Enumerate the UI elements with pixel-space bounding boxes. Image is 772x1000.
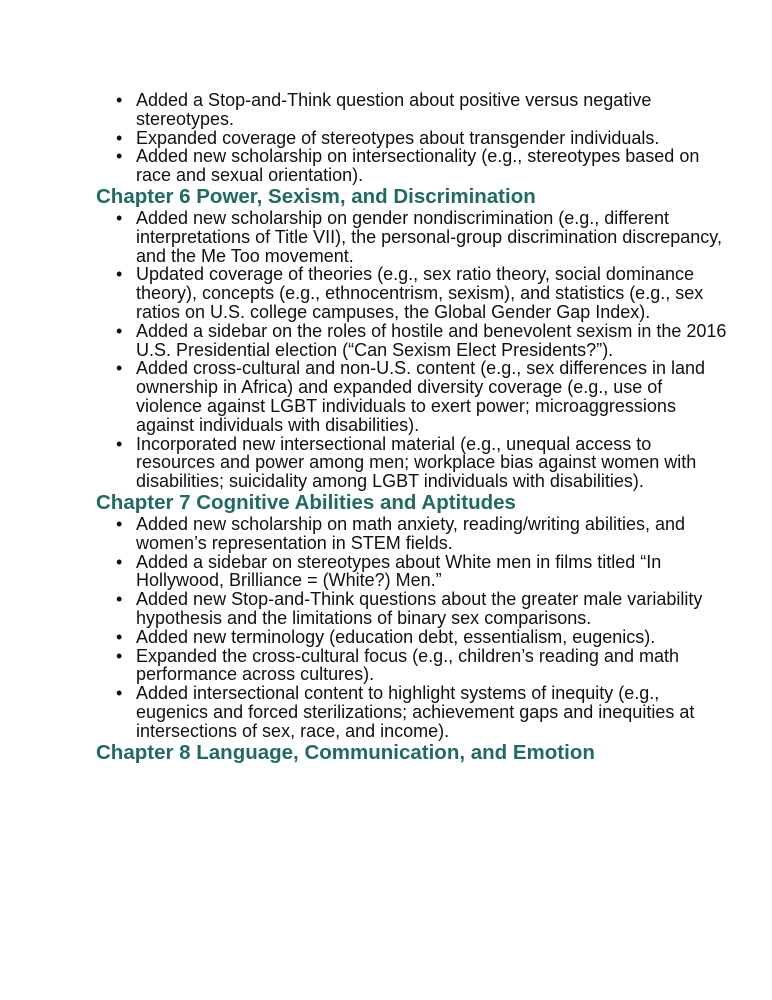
list-item: • Added new scholarship on math anxiety, reading/writing abilities, and women’s representation in STEM fields.: [136, 515, 732, 553]
chapter-heading: Chapter 8 Language, Communication, and Emotion: [96, 740, 595, 764]
list-item: • Incorporated new intersectional material (e.g., unequal access to resources and power among men; workplace bias against women with disabilities; suicidality among LGBT individuals with disabilities).: [136, 435, 732, 491]
chapter-heading: Chapter 6 Power, Sexism, and Discrimination: [96, 184, 536, 208]
chapter-5-continuation: [0, 0, 772, 185]
list-item: • Expanded coverage of stereotypes about transgender individuals.: [136, 129, 732, 148]
list-item: • Added cross-cultural and non-U.S. content (e.g., sex differences in land ownership in Africa) and expanded diversity coverage (e.g., use of violence against LGBT individuals to exert power; microaggressions against individuals with disabilities).: [136, 359, 732, 434]
list-item: • Added new Stop-and-Think questions about the greater male variability hypothesis and the limitations of binary sex comparisons.: [136, 590, 732, 628]
chapter-6-section: [0, 185, 772, 491]
bullet-list: [96, 209, 732, 491]
list-item: • Added a Stop-and-Think question about positive versus negative stereotypes.: [136, 91, 732, 129]
list-item: • Added a sidebar on stereotypes about White men in films titled “In Hollywood, Brilliance = (White?) Men.”: [136, 553, 732, 591]
list-item: • Added new scholarship on gender nondiscrimination (e.g., different interpretations of Title VII), the personal-group discrimination discrepancy, and the Me Too movement.: [136, 209, 732, 265]
list-item: • Expanded the cross-cultural focus (e.g., children’s reading and math performance across cultures).: [136, 647, 732, 685]
list-item: • Updated coverage of theories (e.g., sex ratio theory, social dominance theory), concepts (e.g., ethnocentrism, sexism), and statistics (e.g., sex ratios on U.S. college campuses, the Global Gender Gap Index).: [136, 265, 732, 321]
list-item: • Added intersectional content to highlight systems of inequity (e.g., eugenics and forced sterilizations; achievement gaps and inequities at intersections of sex, race, and income).: [136, 684, 732, 740]
list-item: • Added new terminology (education debt, essentialism, eugenics).: [136, 628, 732, 647]
chapter-7-section: [0, 491, 772, 741]
chapter-8-section: [0, 741, 772, 765]
bullet-list: [96, 91, 732, 185]
bullet-list: [96, 515, 732, 741]
chapter-heading: Chapter 7 Cognitive Abilities and Aptitudes: [96, 490, 516, 514]
list-item: • Added new scholarship on intersectionality (e.g., stereotypes based on race and sexual orientation).: [136, 147, 732, 185]
list-item: • Added a sidebar on the roles of hostile and benevolent sexism in the 2016 U.S. Presidential election (“Can Sexism Elect Presidents?”).: [136, 322, 732, 360]
